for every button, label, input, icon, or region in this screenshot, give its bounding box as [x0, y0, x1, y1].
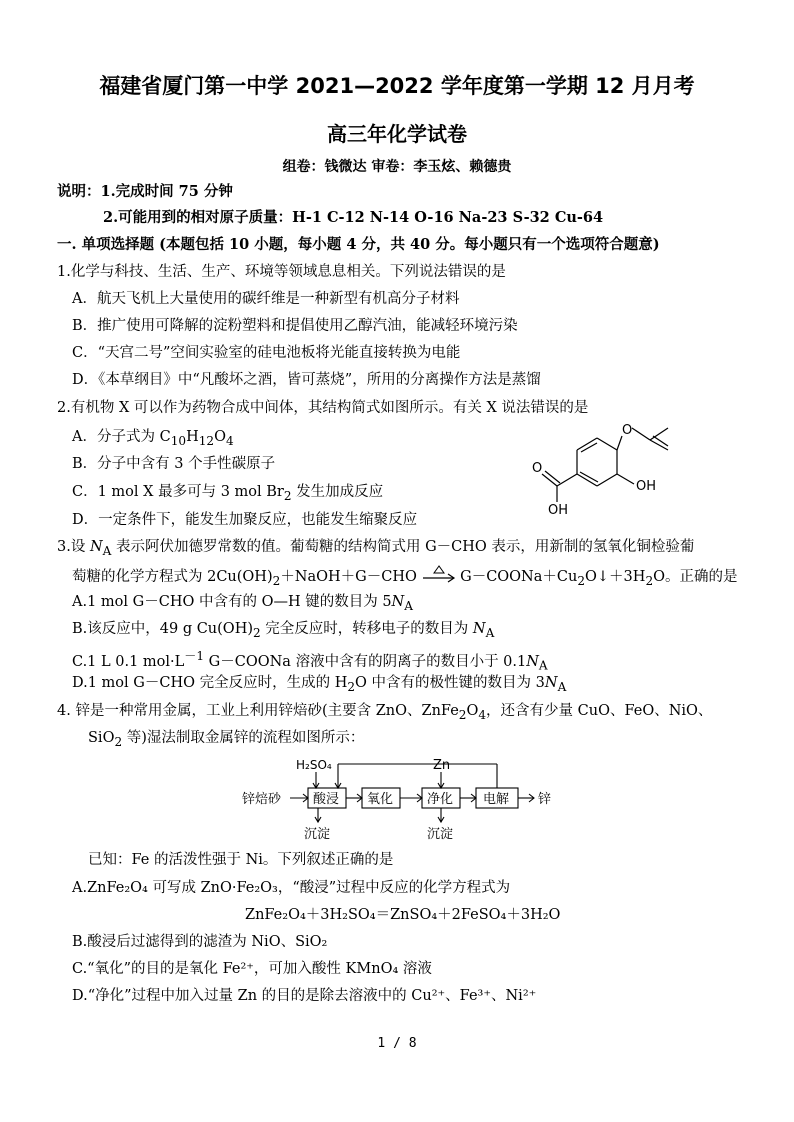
q4-known: 已知：Fe 的活泼性强于 Ni。下列叙述正确的是: [88, 852, 394, 868]
q3-option-d: D.1 mol G－CHO 完全反应时，生成的 $H_2O$ 中含有的极性键的数目为 $3N_A$: [72, 675, 567, 694]
note-line-2: 2.可能用到的相对原子质量：H-1 C-12 N-14 O-16 Na-23 S-32 Cu-64: [103, 209, 604, 226]
molecule-structure: [522, 410, 722, 520]
section-heading: 一. 单项选择题 (本题包括 10 小题，每小题 4 分，共 40 分。每小题只有一个选项符合题意): [57, 236, 660, 253]
q2-option-a: A．分子式为 $C_{10}H_{12}O_4$: [72, 429, 234, 448]
q3-option-c: C.1 L 0.1 $mol\cdot L^{-1}$ G－COONa 溶液中含有的阴离子的数目小于 $0.1N_A$: [72, 649, 548, 673]
q1-option-c: C．“天宫二号”空间实验室的硅电池板将光能直接转换为电能: [72, 345, 461, 361]
q1-option-b: B．推广使用可降解的淀粉塑料和提倡使用乙醇汽油，能减轻环境污染: [72, 318, 518, 334]
flow-output-label: 锌: [538, 792, 552, 807]
q2-option-b: B．分子中含有 3 个手性碳原子: [72, 456, 276, 472]
flow-precipitate-1: 沉淀: [304, 827, 331, 842]
q1-option-a: A．航天飞机上大量使用的碳纤维是一种新型有机高分子材料: [72, 291, 460, 307]
page-number: 1 / 8: [377, 1036, 417, 1051]
flow-step-electrolysis: 电解: [483, 792, 510, 807]
process-flow-diagram: [238, 752, 558, 844]
q2-option-c: C．1 mol X 最多可与 3 mol $Br_2$ 发生加成反应: [72, 484, 384, 503]
authors-line: 组卷：钱微达 审卷：李玉炫、赖德贵: [282, 159, 512, 175]
q4-option-c: C.“氧化”的目的是氧化 Fe²⁺，可加入酸性 KMnO₄ 溶液: [72, 961, 432, 977]
q3-option-b: B.该反应中，49 g $Cu(OH)_2$ 完全反应时，转移电子的数目为 $N_A$: [72, 621, 495, 640]
q4-line-1: 4. 锌是一种常用金属，工业上利用锌焙砂(主要含 ZnO、$ZnFe_2O_4$，还含有少量 CuO、FeO、NiO、: [57, 703, 713, 722]
q3-line-2: 萄糖的化学方程式为 $2Cu(OH)_2+NaOH+G-CHO$ $G-COONa+Cu_2O↓+3H_2O$。正确的是: [72, 564, 738, 591]
q2-option-d: D．一定条件下，能发生加聚反应，也能发生缩聚反应: [72, 512, 418, 528]
q3-line-1: 3.设 $N_A$ 表示阿伏加德罗常数的值。葡萄糖的结构简式用 G－CHO 表示，用新制的氢氧化铜检验葡: [57, 539, 695, 558]
flow-step-acid-leach: 酸浸: [313, 792, 340, 807]
flow-step-oxidation: 氧化: [367, 792, 394, 807]
flow-input-label: 锌焙砂: [242, 792, 282, 807]
q4-option-a-2: ZnFe₂O₄＋3H₂SO₄＝ZnSO₄＋2FeSO₄＋3H₂O: [245, 907, 561, 923]
note-line-1: 说明：1.完成时间 75 分钟: [57, 183, 233, 200]
q1-option-d: D．《本草纲目》中“凡酸坏之酒，皆可蒸烧”，所用的分离操作方法是蒸馏: [72, 372, 541, 388]
flow-acid-label: H₂SO₄: [296, 758, 332, 772]
molecule-o-ether: O: [622, 423, 633, 438]
flow-precipitate-2: 沉淀: [427, 827, 454, 842]
heating-arrow-icon: [422, 564, 456, 584]
q4-line-2: SiO$_2$ 等)湿法制取金属锌的流程如图所示：: [88, 730, 365, 749]
molecule-oh-right: OH: [636, 479, 657, 494]
page-title: 福建省厦门第一中学 2021—2022 学年度第一学期 12 月月考: [99, 74, 695, 98]
q4-option-a-1: A.ZnFe₂O₄ 可写成 ZnO·Fe₂O₃，“酸浸”过程中反应的化学方程式为: [72, 880, 511, 896]
q4-option-d: D.“净化”过程中加入过量 Zn 的目的是除去溶液中的 Cu²⁺、Fe³⁺、Ni²⁺: [72, 988, 537, 1004]
q3-option-a: A.1 mol G－CHO 中含有的 O—H 键的数目为 $5N_A$: [72, 594, 413, 613]
flow-zn-label: Zn: [433, 758, 451, 773]
q2-stem: 2.有机物 X 可以作为药物合成中间体，其结构简式如图所示。有关 X 说法错误的是: [57, 400, 589, 416]
molecule-oh-acid: OH: [548, 503, 569, 518]
q1-stem: 1.化学与科技、生活、生产、环境等领域息息相关。下列说法错误的是: [57, 264, 506, 280]
flow-step-purification: 净化: [427, 792, 454, 807]
page-subtitle: 高三年化学试卷: [327, 122, 467, 146]
molecule-o-carbonyl: O: [532, 461, 543, 476]
q4-option-b: B.酸浸后过滤得到的滤渣为 NiO、SiO₂: [72, 934, 328, 950]
